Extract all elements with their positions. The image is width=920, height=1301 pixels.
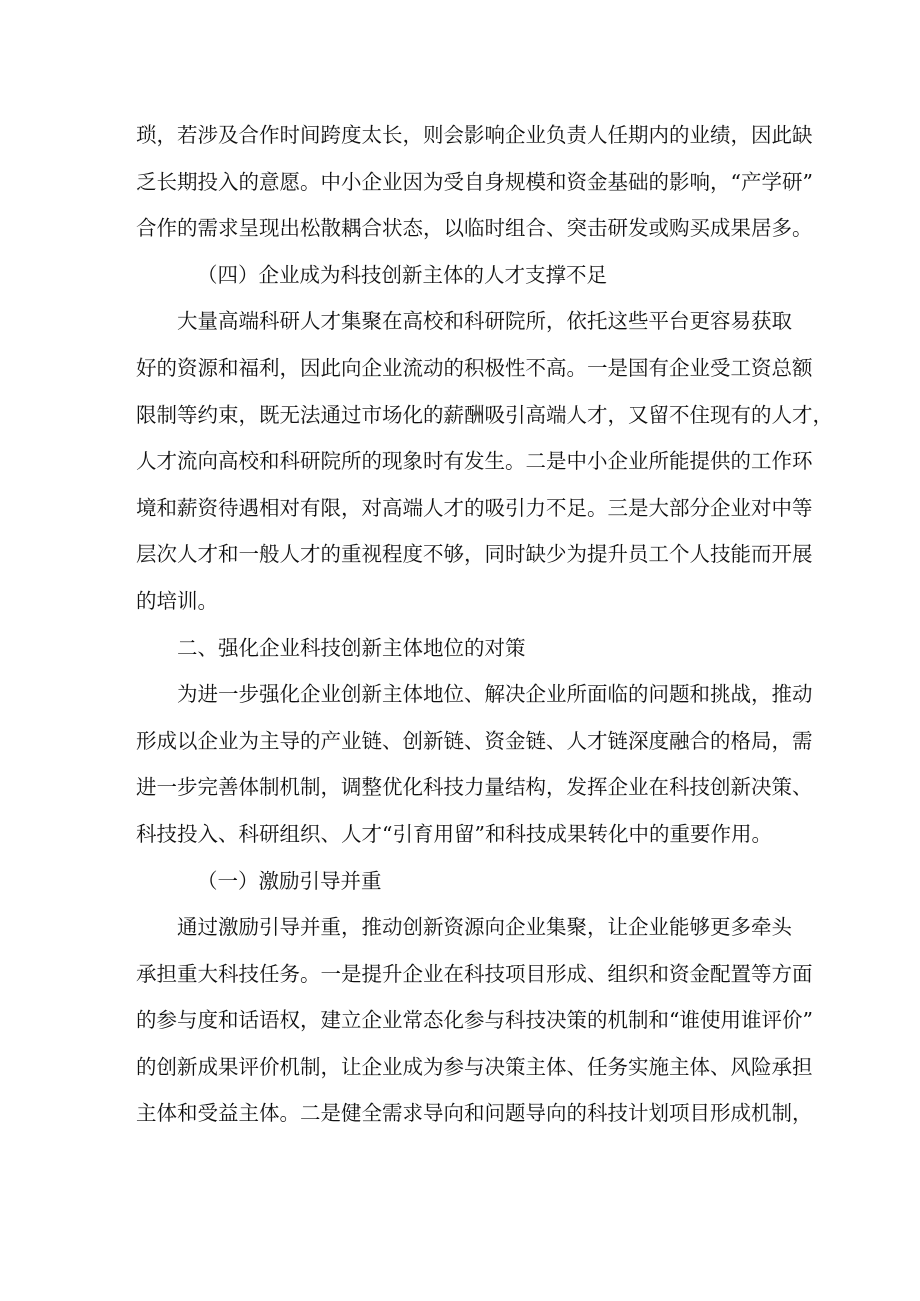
text-line: 为进一步强化企业创新主体地位、解决企业所面临的问题和挑战，推动 — [177, 682, 813, 707]
text-line: 琐，若涉及合作时间跨度太长，则会影响企业负责人任期内的业绩，因此缺 — [136, 123, 813, 147]
text-line: 限制等约束，既无法通过市场化的薪酬吸引高端人才，又留不住现有的人才， — [136, 402, 833, 427]
text-line: 形成以企业为主导的产业链、创新链、资金链、人才链深度融合的格局，需 — [136, 728, 813, 753]
text-line: 通过激励引导并重，推动创新资源向企业集聚，让企业能够更多牵头 — [177, 915, 792, 940]
text-line: 进一步完善体制机制，调整优化科技力量结构，发挥企业在科技创新决策、 — [136, 775, 813, 800]
text-line: 的参与度和话语权，建立企业常态化参与科技决策的机制和“谁使用谁评价” — [136, 1008, 813, 1033]
text-line: 科技投入、科研组织、人才“引育用留”和科技成果转化中的重要作用。 — [136, 821, 772, 846]
section-heading: （四）企业成为科技创新主体的人才支撑不足 — [197, 262, 607, 287]
text-line: 承担重大科技任务。一是提升企业在科技项目形成、组织和资金配置等方面 — [136, 961, 813, 986]
text-line: 好的资源和福利，因此向企业流动的积极性不高。一是国有企业受工资总额 — [136, 355, 813, 380]
text-line: 层次人才和一般人才的重视程度不够，同时缺少为提升员工个人技能而开展 — [136, 542, 813, 567]
text-line: 大量高端科研人才集聚在高校和科研院所，依托这些平台更容易获取 — [177, 309, 792, 334]
text-line: 合作的需求呈现出松散耦合状态，以临时组合、突击研发或购买成果居多。 — [136, 216, 813, 241]
text-line: 的创新成果评价机制，让企业成为参与决策主体、任务实施主体、风险承担 — [136, 1054, 813, 1079]
text-line: 的培训。 — [136, 588, 218, 613]
text-line: 境和薪资待遇相对有限，对高端人才的吸引力不足。三是大部分企业对中等 — [136, 495, 813, 520]
body-text — [136, 112, 833, 1137]
text-line: 人才流向高校和科研院所的现象时有发生。二是中小企业所能提供的工作环 — [136, 449, 813, 474]
section-heading: （一）激励引导并重 — [197, 868, 382, 893]
section-heading: 二、强化企业科技创新主体地位的对策 — [177, 635, 526, 660]
text-line: 主体和受益主体。二是健全需求导向和问题导向的科技计划项目形成机制， — [136, 1101, 813, 1126]
text-line: 乏长期投入的意愿。中小企业因为受自身规模和资金基础的影响，“产学研” — [136, 169, 813, 194]
